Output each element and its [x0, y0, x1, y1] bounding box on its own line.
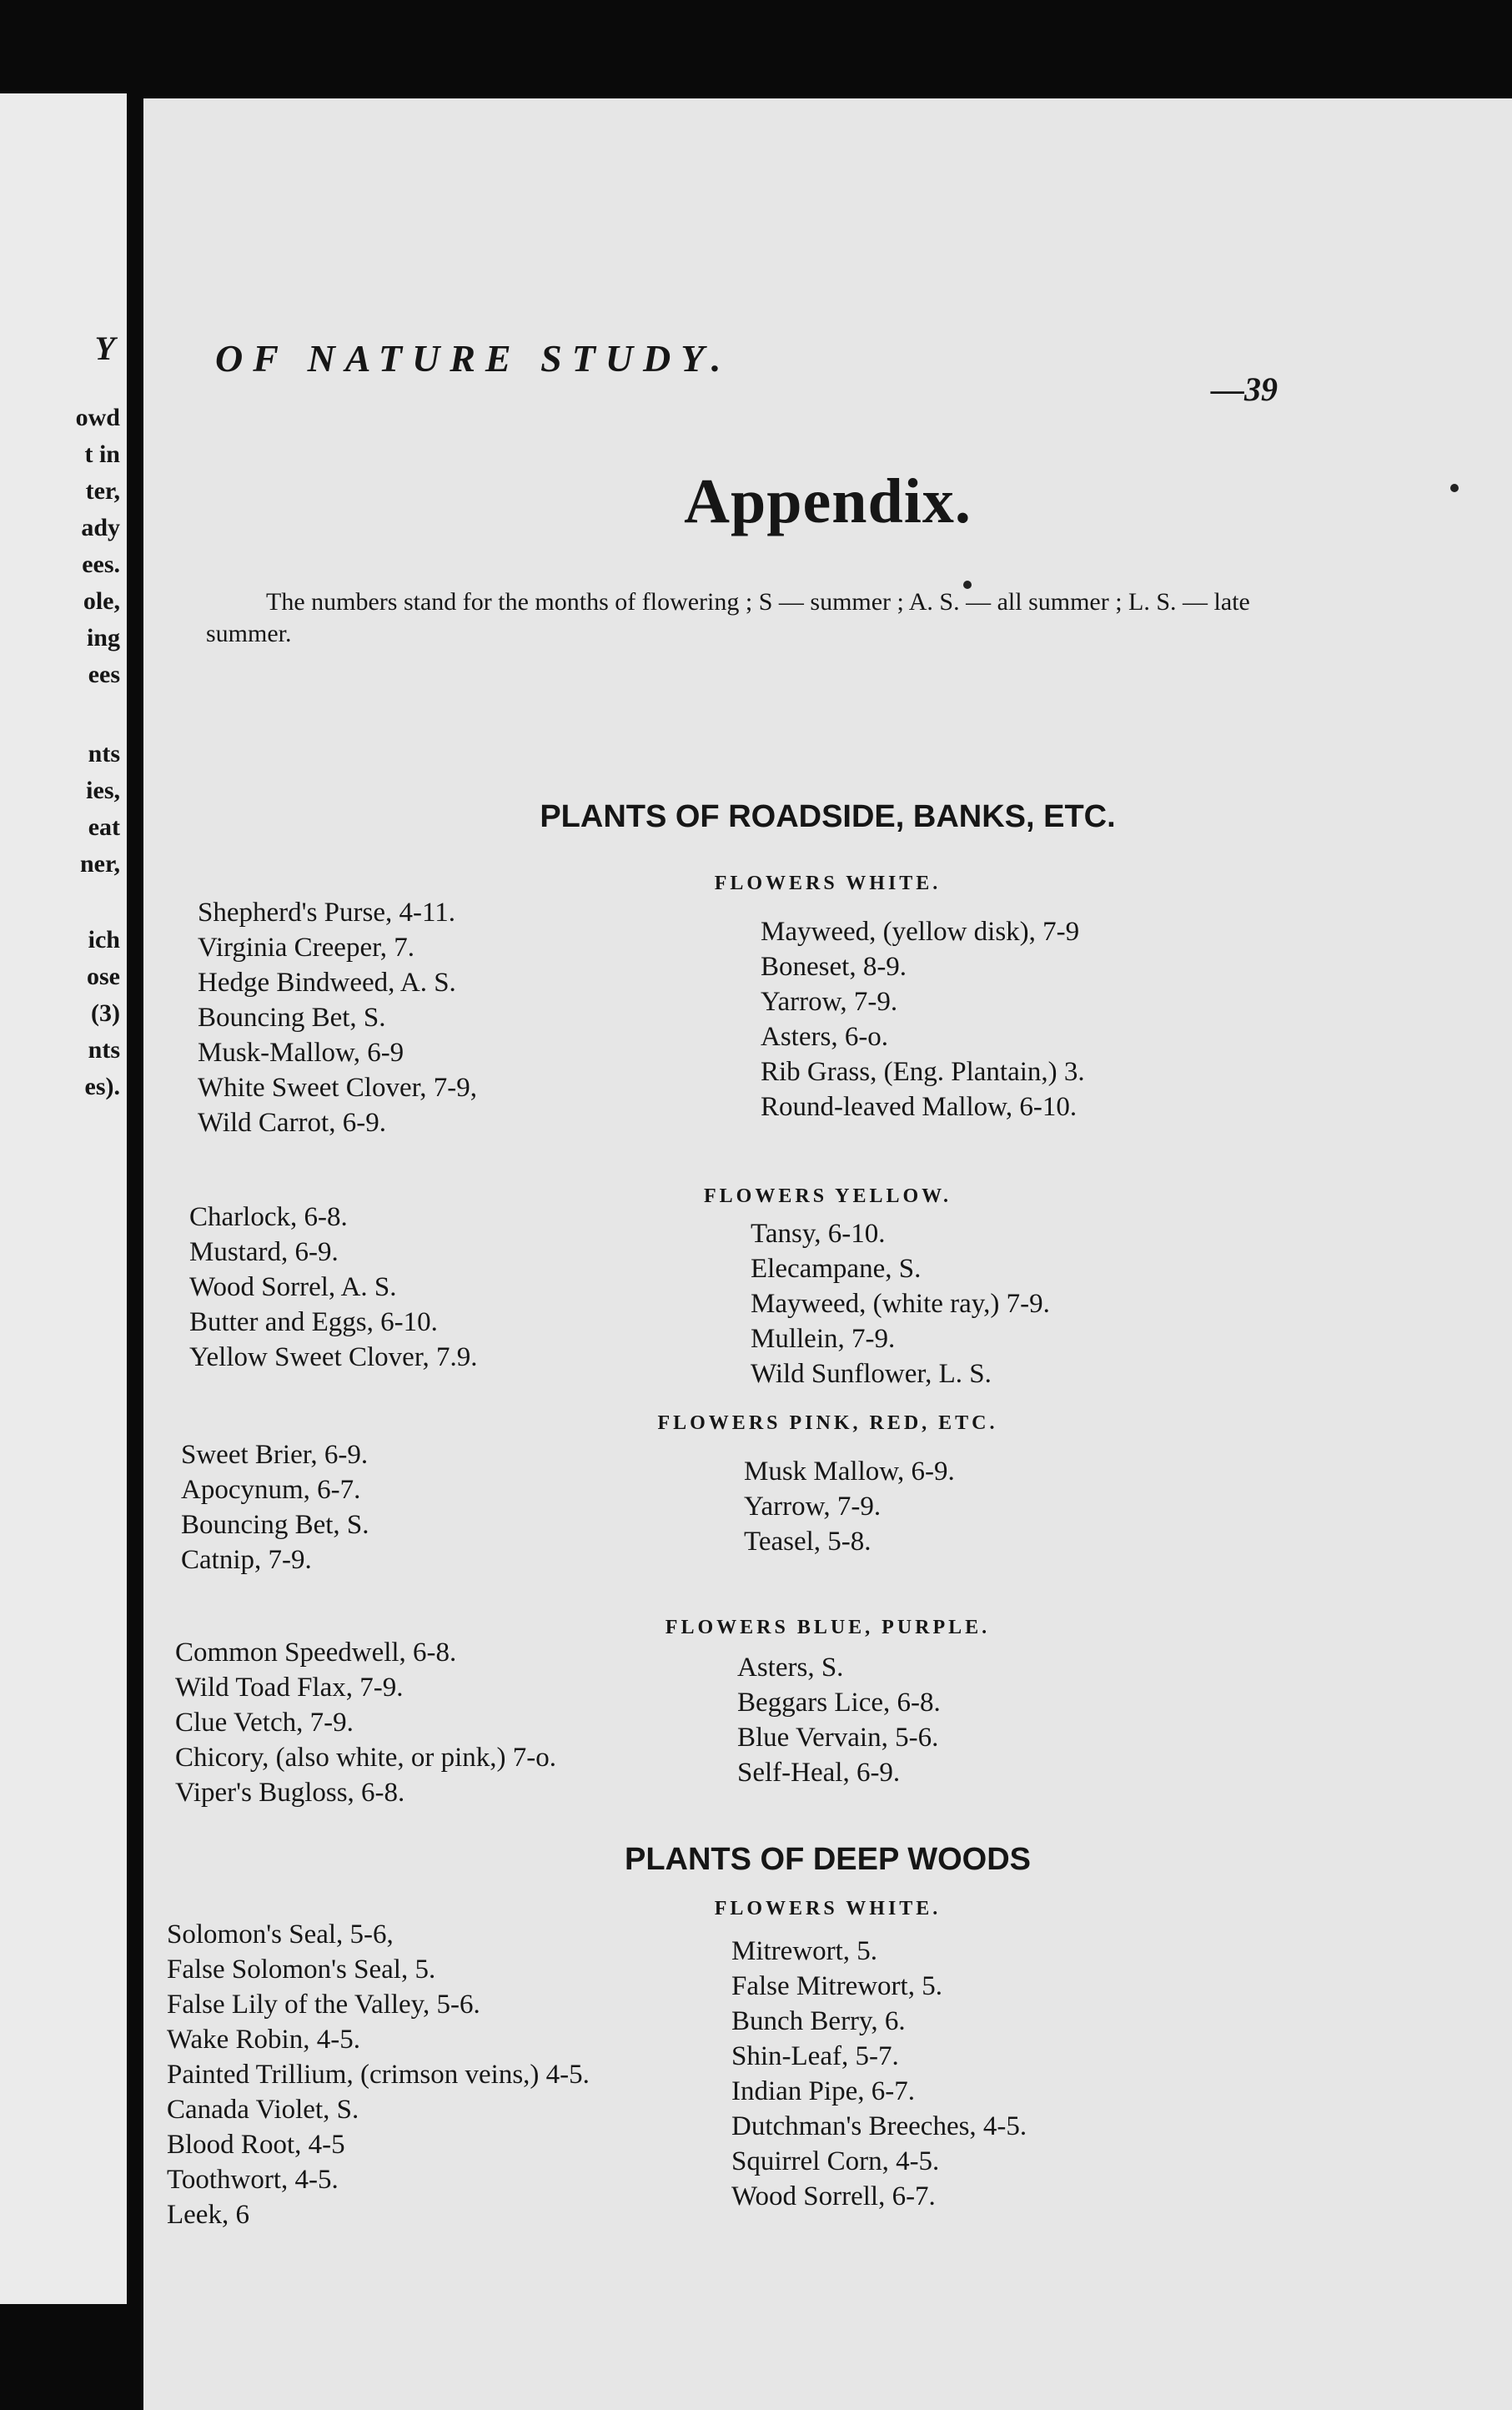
plant-entry: Wild Toad Flax, 7-9. — [175, 1673, 404, 1703]
plant-list-right — [761, 914, 1085, 1124]
plant-entry: Indian Pipe, 6-7. — [731, 2076, 915, 2106]
plant-list-right — [737, 1650, 941, 1790]
section-heading: PLANTS OF ROADSIDE, BANKS, ETC. — [540, 799, 1116, 834]
left-fragment: ies, — [86, 777, 120, 804]
plant-entry: White Sweet Clover, 7-9, — [198, 1073, 478, 1103]
plant-entry: Butter and Eggs, 6-10. — [189, 1307, 438, 1337]
section-heading: PLANTS OF DEEP WOODS — [624, 1842, 1031, 1877]
plant-entry: Blue Vervain, 5-6. — [737, 1723, 939, 1753]
plant-entry: Bunch Berry, 6. — [731, 2006, 906, 2036]
ink-speck — [1450, 484, 1459, 492]
left-fragment: es). — [84, 1073, 120, 1100]
plant-entry: Wood Sorrell, 6-7. — [731, 2181, 936, 2211]
left-fragment: owd — [75, 404, 120, 431]
left-fragment: nts — [88, 740, 120, 767]
plant-list-left — [175, 1635, 556, 1810]
plant-entry: Shepherd's Purse, 4-11. — [198, 898, 456, 928]
plant-entry: Yarrow, 7-9. — [744, 1492, 882, 1522]
plant-entry: Painted Trillium, (crimson veins,) 4-5. — [167, 2060, 590, 2090]
plant-entry: Shin-Leaf, 5-7. — [731, 2041, 899, 2071]
plant-list-right — [744, 1454, 955, 1559]
plant-entry: Sweet Brier, 6-9. — [181, 1440, 369, 1470]
plant-entry: Bouncing Bet, S. — [181, 1510, 369, 1540]
plant-entry: Catnip, 7-9. — [181, 1545, 312, 1575]
plant-entry: Hedge Bindweed, A. S. — [198, 968, 456, 998]
plant-entry: Self-Heal, 6-9. — [737, 1758, 901, 1788]
plant-entry: Musk Mallow, 6-9. — [744, 1457, 955, 1487]
plant-entry: Virginia Creeper, 7. — [198, 933, 415, 963]
plant-list-right — [731, 1934, 1027, 2214]
left-fragment: ing — [86, 624, 120, 652]
plant-entry: Clue Vetch, 7-9. — [175, 1708, 354, 1738]
left-fragment: ter, — [85, 477, 120, 505]
plant-entry: Solomon's Seal, 5-6, — [167, 1919, 394, 1950]
plant-entry: Canada Violet, S. — [167, 2095, 359, 2125]
plant-entry: Mayweed, (yellow disk), 7-9 — [761, 917, 1080, 947]
plant-entry: Boneset, 8-9. — [761, 952, 907, 982]
plant-list-left — [189, 1200, 478, 1375]
group-heading: FLOWERS PINK, RED, ETC. — [657, 1412, 998, 1434]
plant-entry: Wild Carrot, 6-9. — [198, 1108, 386, 1138]
plant-list-right — [751, 1216, 1050, 1391]
plant-entry: Asters, S. — [737, 1653, 844, 1683]
left-fragment: (3) — [91, 999, 120, 1027]
intro-paragraph: The numbers stand for the months of flowering ; S — summer ; A. S. — all summer ; L. S. — late summer. — [206, 588, 1250, 647]
plant-entry: Yarrow, 7-9. — [761, 987, 898, 1017]
plant-entry: Mullein, 7-9. — [751, 1324, 896, 1354]
plant-entry: Musk-Mallow, 6-9 — [198, 1038, 404, 1068]
left-fragment: ole, — [83, 587, 120, 615]
plant-entry: Mayweed, (white ray,) 7-9. — [751, 1289, 1050, 1319]
plant-entry: Leek, 6 — [167, 2200, 249, 2230]
plant-list-left — [198, 895, 477, 1140]
plant-entry: Chicory, (also white, or pink,) 7-o. — [175, 1743, 557, 1773]
left-fragment: ees — [88, 661, 120, 688]
left-fragment: ees. — [82, 551, 120, 578]
left-fragment: ady — [81, 514, 120, 541]
left-fragment: ich — [88, 926, 120, 953]
plant-entry: Squirrel Corn, 4-5. — [731, 2146, 940, 2176]
plant-entry: Mustard, 6-9. — [189, 1237, 339, 1267]
plant-entry: Wild Sunflower, L. S. — [751, 1359, 992, 1389]
plant-entry: Apocynum, 6-7. — [181, 1475, 361, 1505]
page-title: Appendix. — [684, 466, 972, 536]
plant-entry: Beggars Lice, 6-8. — [737, 1688, 941, 1718]
plant-entry: Yellow Sweet Clover, 7.9. — [189, 1342, 478, 1372]
book-page — [143, 98, 1512, 2410]
plant-entry: Tansy, 6-10. — [751, 1219, 886, 1249]
group-heading: FLOWERS WHITE. — [714, 873, 942, 894]
group-heading: FLOWERS WHITE. — [714, 1898, 942, 1919]
plant-entry: Teasel, 5-8. — [744, 1527, 872, 1557]
plant-entry: Charlock, 6-8. — [189, 1202, 348, 1232]
plant-entry: Asters, 6-o. — [761, 1022, 889, 1052]
plant-entry: False Lily of the Valley, 5-6. — [167, 1990, 480, 2020]
left-fragment: nts — [88, 1036, 120, 1064]
plant-entry: Mitrewort, 5. — [731, 1936, 878, 1966]
left-fragment: t in — [84, 440, 120, 468]
plant-list-left — [167, 1917, 590, 2232]
plant-entry: False Solomon's Seal, 5. — [167, 1955, 436, 1985]
plant-entry: Wood Sorrel, A. S. — [189, 1272, 397, 1302]
plant-entry: Rib Grass, (Eng. Plantain,) 3. — [761, 1057, 1085, 1087]
plant-entry: Viper's Bugloss, 6-8. — [175, 1778, 405, 1808]
plant-entry: Common Speedwell, 6-8. — [175, 1638, 457, 1668]
plant-entry: Dutchman's Breeches, 4-5. — [731, 2111, 1027, 2141]
left-page-edge — [0, 93, 127, 2304]
left-fragment: Y — [94, 330, 120, 367]
left-fragment: eat — [88, 813, 120, 841]
plant-entry: Elecampane, S. — [751, 1254, 922, 1284]
plant-list-left — [181, 1437, 369, 1577]
plant-entry: Toothwort, 4-5. — [167, 2165, 339, 2195]
left-fragment: ner, — [79, 850, 120, 878]
group-heading: FLOWERS BLUE, PURPLE. — [665, 1617, 991, 1638]
plant-entry: Blood Root, 4-5 — [167, 2130, 345, 2160]
left-fragment: ose — [87, 963, 120, 990]
plant-entry: Round-leaved Mallow, 6-10. — [761, 1092, 1077, 1122]
plant-entry: Bouncing Bet, S. — [198, 1003, 386, 1033]
plant-entry: False Mitrewort, 5. — [731, 1971, 942, 2001]
group-heading: FLOWERS YELLOW. — [704, 1185, 952, 1207]
plant-entry: Wake Robin, 4-5. — [167, 2025, 360, 2055]
page-number: —39 — [1211, 370, 1278, 408]
running-title: OF NATURE STUDY. — [215, 337, 731, 380]
